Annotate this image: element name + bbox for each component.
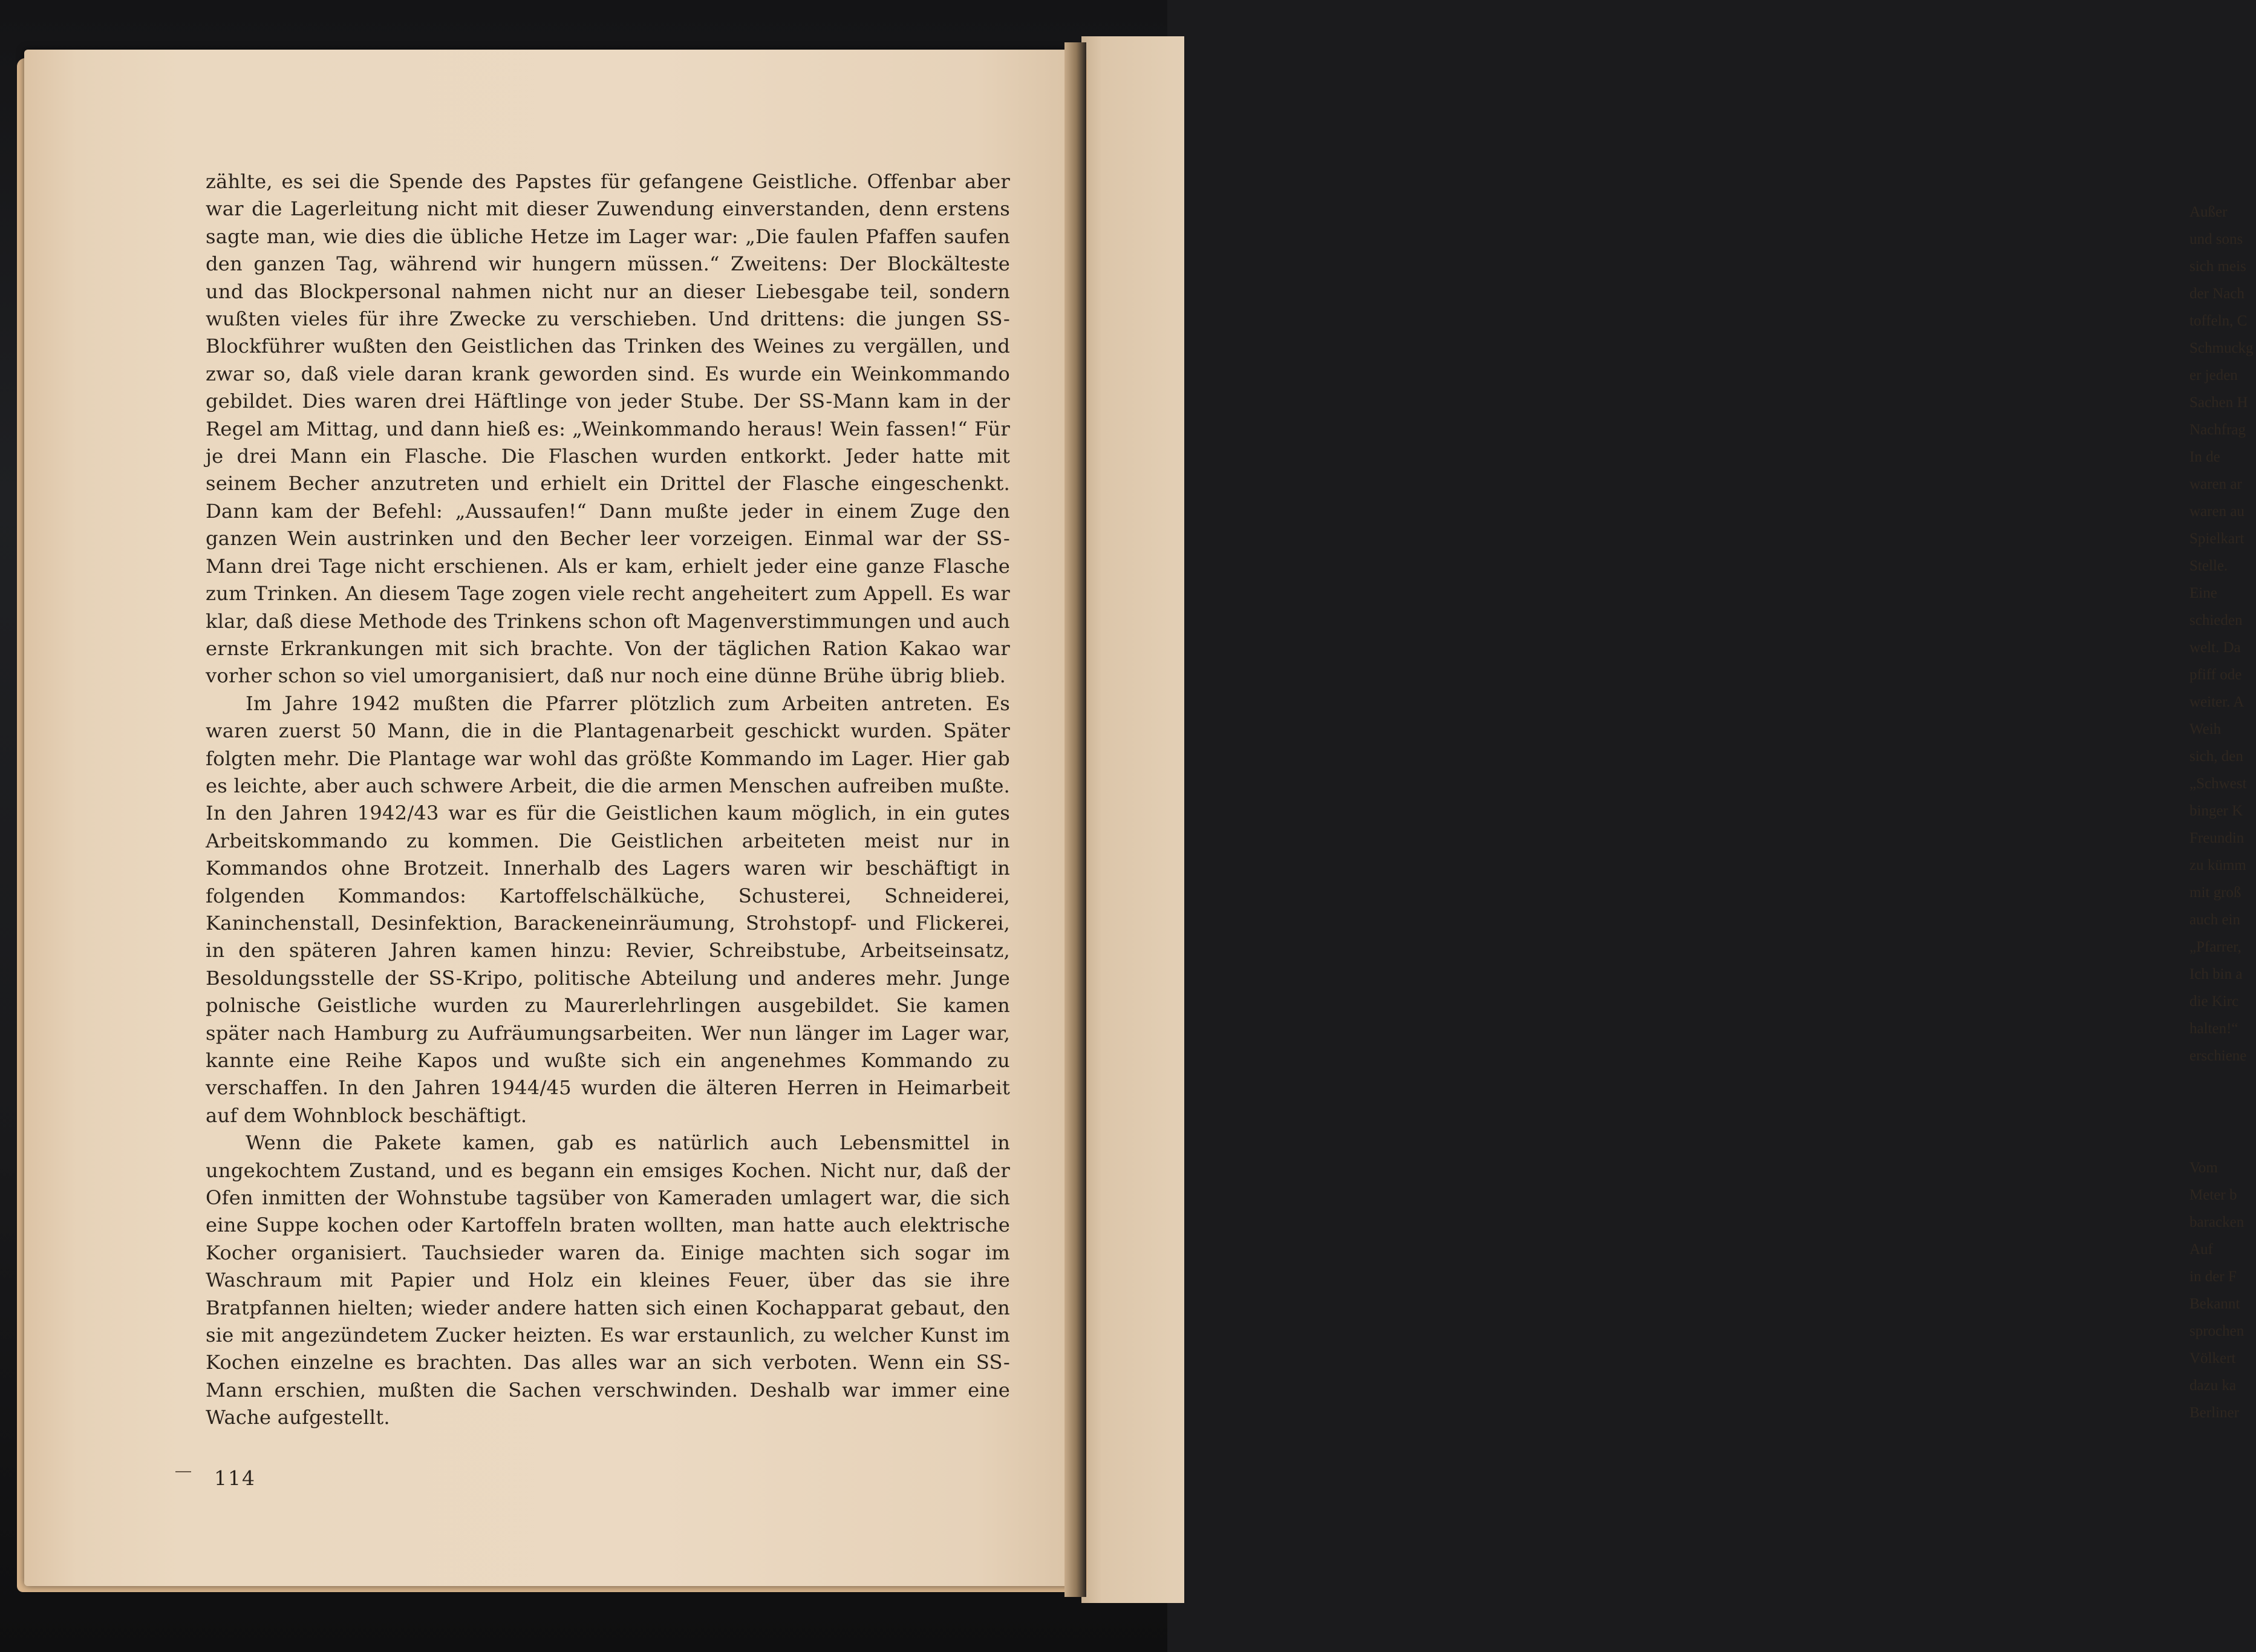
- facing-page-line: Freundin: [2189, 830, 2245, 846]
- paragraph-2: Im Jahre 1942 mußten die Pfarrer plötzlich zum Arbeiten antreten. Es waren zuerst 50 Mann, die in die Plantagenarbeit geschickt wurden. Später folgten mehr. Die Plantage war wohl das größte Kommando im Lager. Hier gab es leichte, aber auch schwere Arbeit, die die armen Menschen aufreiben mußte. In den Jahren 1942/43 war es für die Geistlichen kaum möglich, in ein gutes Arbeitskommando zu kommen. Die Geistlichen arbeiteten meist nur in Kommandos ohne Brotzeit. Innerhalb des Lagers waren wir beschäftigt in folgenden Kommandos: Kartoffelschälküche, Schusterei, Schneiderei, Kaninchenstall, Desinfektion, Barackeneinräumung, Strohstopf- und Flickerei, in den späteren Jahren kamen hinzu: Revier, Schreibstube, Arbeitseinsatz, Besoldungsstelle der SS-Kripo, politische Abteilung und anderes mehr. Junge polnische Geistliche wurden zu Maurerlehrlingen ausgebildet. Sie kamen später nach Hamburg zu Aufräumungsarbeiten. Wer nun länger im Lager war, kannte eine Reihe Kapos und wußte sich ein angenehmes Kommando zu verschaffen. In den Jahren 1944/45 wurden die älteren Herren in Heimarbeit auf dem Wohnblock beschäftigt.: [206, 691, 1010, 1127]
- facing-page-text: [2189, 198, 2256, 1426]
- facing-page: [1081, 36, 2254, 1603]
- facing-page-line: er jeden: [2189, 367, 2238, 384]
- facing-page-line: „Schwest: [2189, 775, 2247, 792]
- facing-page-line: Auf: [2189, 1241, 2213, 1258]
- facing-page-line: Stelle.: [2189, 558, 2228, 574]
- page-body-text: [206, 168, 1010, 1432]
- facing-page-line: sich, den: [2189, 748, 2243, 765]
- facing-page-line: dazu ka: [2189, 1377, 2237, 1394]
- facing-page-line: Weih: [2189, 721, 2222, 737]
- facing-page-line: und sons: [2189, 231, 2243, 247]
- facing-page-line: waren ar: [2189, 476, 2242, 492]
- facing-page-line: zu kümm: [2189, 857, 2246, 873]
- facing-page-line: Schmuckg: [2189, 340, 2254, 356]
- facing-page-line: welt. Da: [2189, 639, 2241, 656]
- facing-page-line: Nachfrag: [2189, 422, 2246, 438]
- facing-page-line: Völkert: [2189, 1350, 2236, 1366]
- facing-page-line: mit groß: [2189, 884, 2241, 901]
- facing-page-line: toffeln, C: [2189, 313, 2248, 329]
- facing-page-line: sich meis: [2189, 258, 2246, 275]
- book-gutter: [1064, 42, 1086, 1597]
- facing-page-line: die Kirc: [2189, 993, 2239, 1010]
- facing-page-line: der Nach: [2189, 286, 2245, 302]
- facing-page-line: Sachen H: [2189, 394, 2248, 411]
- facing-page-line: binger K: [2189, 803, 2243, 819]
- paragraph-3: Wenn die Pakete kamen, gab es natürlich auch Lebensmittel in ungekochtem Zustand, und es begann ein emsiges Kochen. Nicht nur, daß der Ofen inmitten der Wohnstube tagsüber von Kameraden umlagert war, die sich eine Suppe kochen oder Kartoffeln braten wollten, man hatte auch elektrische Kocher organisiert. Tauchsieder waren da. Einige machten sich sogar im Waschraum mit Papier und Holz ein kleines Feuer, über das sie ihre Bratpfannen hielten; wieder andere hatten sich einen Kochapparat gebaut, den sie mit angezündetem Zucker heizten. Es war erstaunlich, zu welcher Kunst im Kochen einzelne es brachten. Das alles war an sich verboten. Wenn ein SS-Mann erschien, mußten die Sachen verschwinden. Deshalb war immer eine Wache aufgestellt.: [206, 1131, 1010, 1429]
- facing-page-line: auch ein: [2189, 912, 2240, 928]
- facing-page-line: Ich bin a: [2189, 966, 2243, 982]
- facing-page-line: sprochen: [2189, 1323, 2245, 1339]
- facing-page-line: schieden: [2189, 612, 2243, 628]
- paragraph-1: zählte, es sei die Spende des Papstes für gefangene Geistliche. Offenbar aber war die Lagerleitung nicht mit dieser Zuwendung einverstanden, denn erstens sagte man, wie dies die übliche Hetze im Lager war: „Die faulen Pfaffen saufen den ganzen Tag, während wir hungern müssen.“ Zweitens: Der Blockälteste und das Blockpersonal nahmen nicht nur an dieser Liebesgabe teil, sondern wußten vieles für ihre Zwecke zu verschieben. Und drittens: die jungen SS-Blockführer wußten den Geistlichen das Trinken des Weines zu vergällen, und zwar so, daß viele daran krank geworden sind. Es wurde ein Weinkommando gebildet. Dies waren drei Häftlinge von jeder Stube. Der SS-Mann kam in der Regel am Mittag, und dann hieß es: „Weinkommando heraus! Wein fassen!“ Für je drei Mann ein Flasche. Die Flaschen wurden entkorkt. Jeder hatte mit seinem Becher anzutreten und erhielt ein Drittel der Flasche eingeschenkt. Dann kam der Befehl: „Aussaufen!“ Dann mußte jeder in einem Zuge den ganzen Wein austrinken und den Becher leer vorzeigen. Einmal war der SS-Mann drei Tage nicht erschienen. Als er kam, erhielt jeder eine ganze Flasche zum Trinken. An diesem Tage zogen viele recht angeheitert zum Appell. Es war klar, daß diese Methode des Trinkens schon oft Magenverstimmungen und auch ernste Erkrankungen mit sich brachte. Von der täglichen Ration Kakao war vorher schon so viel umorganisiert, daß nur noch eine dünne Brühe übrig blieb.: [206, 170, 1010, 688]
- facing-page-line: Spielkart: [2189, 531, 2245, 547]
- facing-page-line: pfiff ode: [2189, 667, 2242, 683]
- facing-page-line: Außer: [2189, 204, 2228, 220]
- facing-page-line: „Pfarrer,: [2189, 939, 2241, 955]
- facing-page-line: In de: [2189, 449, 2220, 465]
- facing-page-line: erschiene: [2189, 1048, 2247, 1064]
- facing-page-line: waren au: [2189, 503, 2245, 520]
- facing-page-line: Vom: [2189, 1160, 2218, 1176]
- page-number: 114: [214, 1466, 256, 1490]
- facing-page-line: baracken: [2189, 1214, 2245, 1230]
- facing-page-line: Berliner: [2189, 1405, 2239, 1421]
- margin-mark: [175, 1471, 191, 1472]
- facing-page-line: Eine: [2189, 585, 2217, 601]
- facing-page-line: in der F: [2189, 1268, 2237, 1285]
- facing-page-line: Meter b: [2189, 1187, 2237, 1203]
- facing-page-line: Bekannt: [2189, 1296, 2240, 1312]
- facing-page-line: weiter. A: [2189, 694, 2245, 710]
- facing-page-line: halten!“: [2189, 1020, 2238, 1037]
